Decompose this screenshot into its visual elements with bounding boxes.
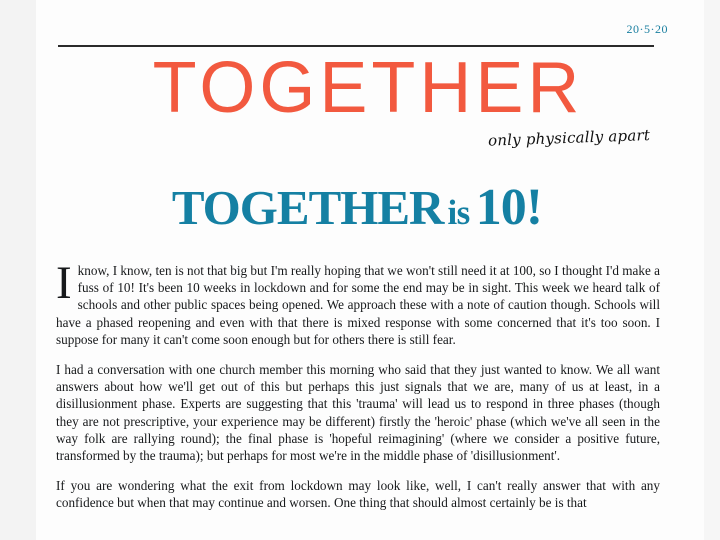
masthead-title: TOGETHER [152, 48, 584, 128]
drop-cap: I [56, 257, 72, 309]
masthead [58, 48, 658, 150]
header-divider-rule [58, 45, 654, 47]
headline-part-2: is [447, 193, 470, 232]
paragraph-3: If you are wondering what the exit from lockdown may look like, well, I can't really answer that with any confidence but when that may continue and worsen. One thing that should almost certainly be is that [56, 478, 660, 511]
paragraph-2: I had a conversation with one church member this morning who said that they just wanted to know. We all want answers about how we'll get out of this but perhaps this just signals that we are, many of us at least, in a disillusionment phase. Experts are suggesting that this 'trauma' will lead us to respond in three phases (though they are not prescriptive, your experience may be different) firstly the 'heroic' phase (which we've all seen in the way folk are rallying round); the final phase is 'hopeful reimagining' (where we consider a positive future, transformed by the trauma); but perhaps for most we're in the middle phase of 'disillusionment'. [56, 362, 660, 464]
masthead-subtitle: only physically apart [487, 126, 651, 150]
article-body [56, 257, 660, 525]
headline-part-3: 10! [475, 179, 543, 236]
headline-part-1: TOGETHER [171, 180, 444, 235]
paragraph-1 [56, 257, 660, 348]
article-headline [58, 178, 656, 237]
paragraph-1-text: know, I know, ten is not that big but I'm really hoping that we won't still need it at 100, so I thought I'd make a fuss of 10! It's been 10 weeks in lockdown and for some the end may be in sight. This week we heard talk of schools and other public spaces being opened. We approach these with a note of caution though. Schools will have a phased reopening and even with that there is mixed response with some concerned that it's too soon. I suppose for many it can't come soon enough but for others there is still fear. [56, 263, 660, 347]
issue-date: 20·5·20 [626, 22, 668, 36]
